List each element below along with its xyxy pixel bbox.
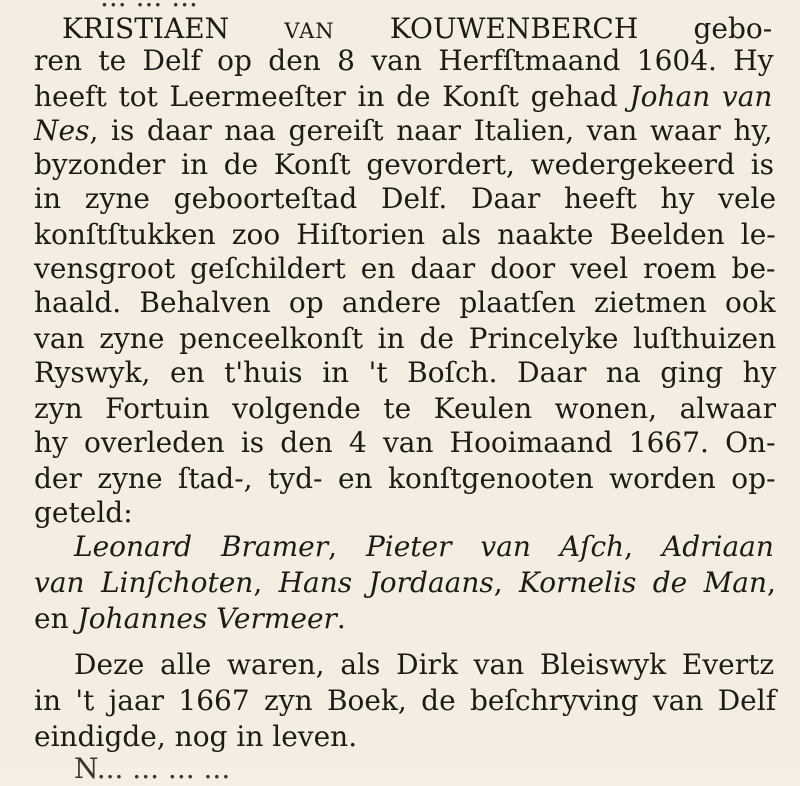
text-line: hy overleden is den 4 van Hooimaand 1667. On-: [34, 426, 776, 459]
text-line: zyn Fortuin volgende te Keulen wonen, alwaar: [34, 392, 776, 425]
text-run: ,: [624, 530, 662, 563]
text-run: KRISTIAEN: [62, 12, 285, 45]
text-line: haald. Behalven op andere plaatſen zietmen ook: [34, 286, 776, 319]
italic-run: Johannes Vermeer: [77, 602, 337, 635]
text-line: der zyne ſtad-, tyd- en konſtgenooten worden op-: [34, 462, 776, 495]
text-run: ,: [328, 530, 366, 563]
text-run: heeft tot Leermeeſter in de Konſt gehad: [34, 80, 630, 113]
text-line: in zyne geboorteſtad Delf. Daar heeft hy vele: [34, 182, 777, 215]
italic-run: Pieter van Aſch: [365, 530, 625, 563]
text-line: konſtſtukken zoo Hiſtorien als naakte Beelden le-: [34, 218, 776, 251]
text-line: Deze alle waren, als Dirk van Bleiswyk Evertz: [74, 648, 775, 681]
text-run: , is daar naa gereiſt naar Italien, van waar hy,: [89, 114, 773, 147]
text-line: Ryswyk, en t'huis in 't Boſch. Daar na ging hy: [34, 356, 777, 389]
italic-run: Kornelis de Man: [519, 566, 768, 599]
text-line: [34, 566, 776, 600]
text-line: eindigde, nog in leven.: [34, 720, 358, 753]
italic-run: Leonard Bramer: [74, 530, 329, 563]
text-line: [62, 12, 772, 48]
text-line: [74, 530, 774, 564]
text-line: geteld:: [34, 496, 133, 529]
text-line: byzonder in de Konſt gevordert, wedergekeerd is: [34, 148, 775, 181]
text-run: ,: [253, 566, 279, 599]
text-run: en: [34, 602, 78, 635]
text-run: .: [336, 602, 346, 635]
small-caps-run: VAN: [284, 19, 335, 43]
text-line: vensgroot geſchildert en daar door veel roem be-: [34, 252, 776, 285]
text-line: [34, 114, 772, 148]
italic-run: van Linſchoten: [34, 566, 254, 599]
text-line: N... ... ... ...: [74, 752, 231, 785]
italic-run: Nes: [34, 114, 90, 147]
italic-run: Johan van: [629, 80, 773, 113]
text-line: van zyne penceelkonſt in de Princelyke luſthuizen: [34, 322, 777, 355]
text-line: ren te Delf op den 8 van Herfſtmaand 1604. Hy: [34, 44, 774, 77]
text-line: [34, 602, 346, 636]
text-run: ,: [767, 566, 776, 599]
text-run: KOUWENBERCH gebo-: [334, 12, 773, 45]
text-run: ,: [493, 566, 520, 599]
text-line: in 't jaar 1667 zyn Boek, de beſchryving van Delf: [34, 684, 777, 717]
italic-run: Adriaan: [661, 530, 774, 563]
italic-run: Hans Jordaans: [278, 566, 494, 599]
text-line: [34, 80, 772, 114]
